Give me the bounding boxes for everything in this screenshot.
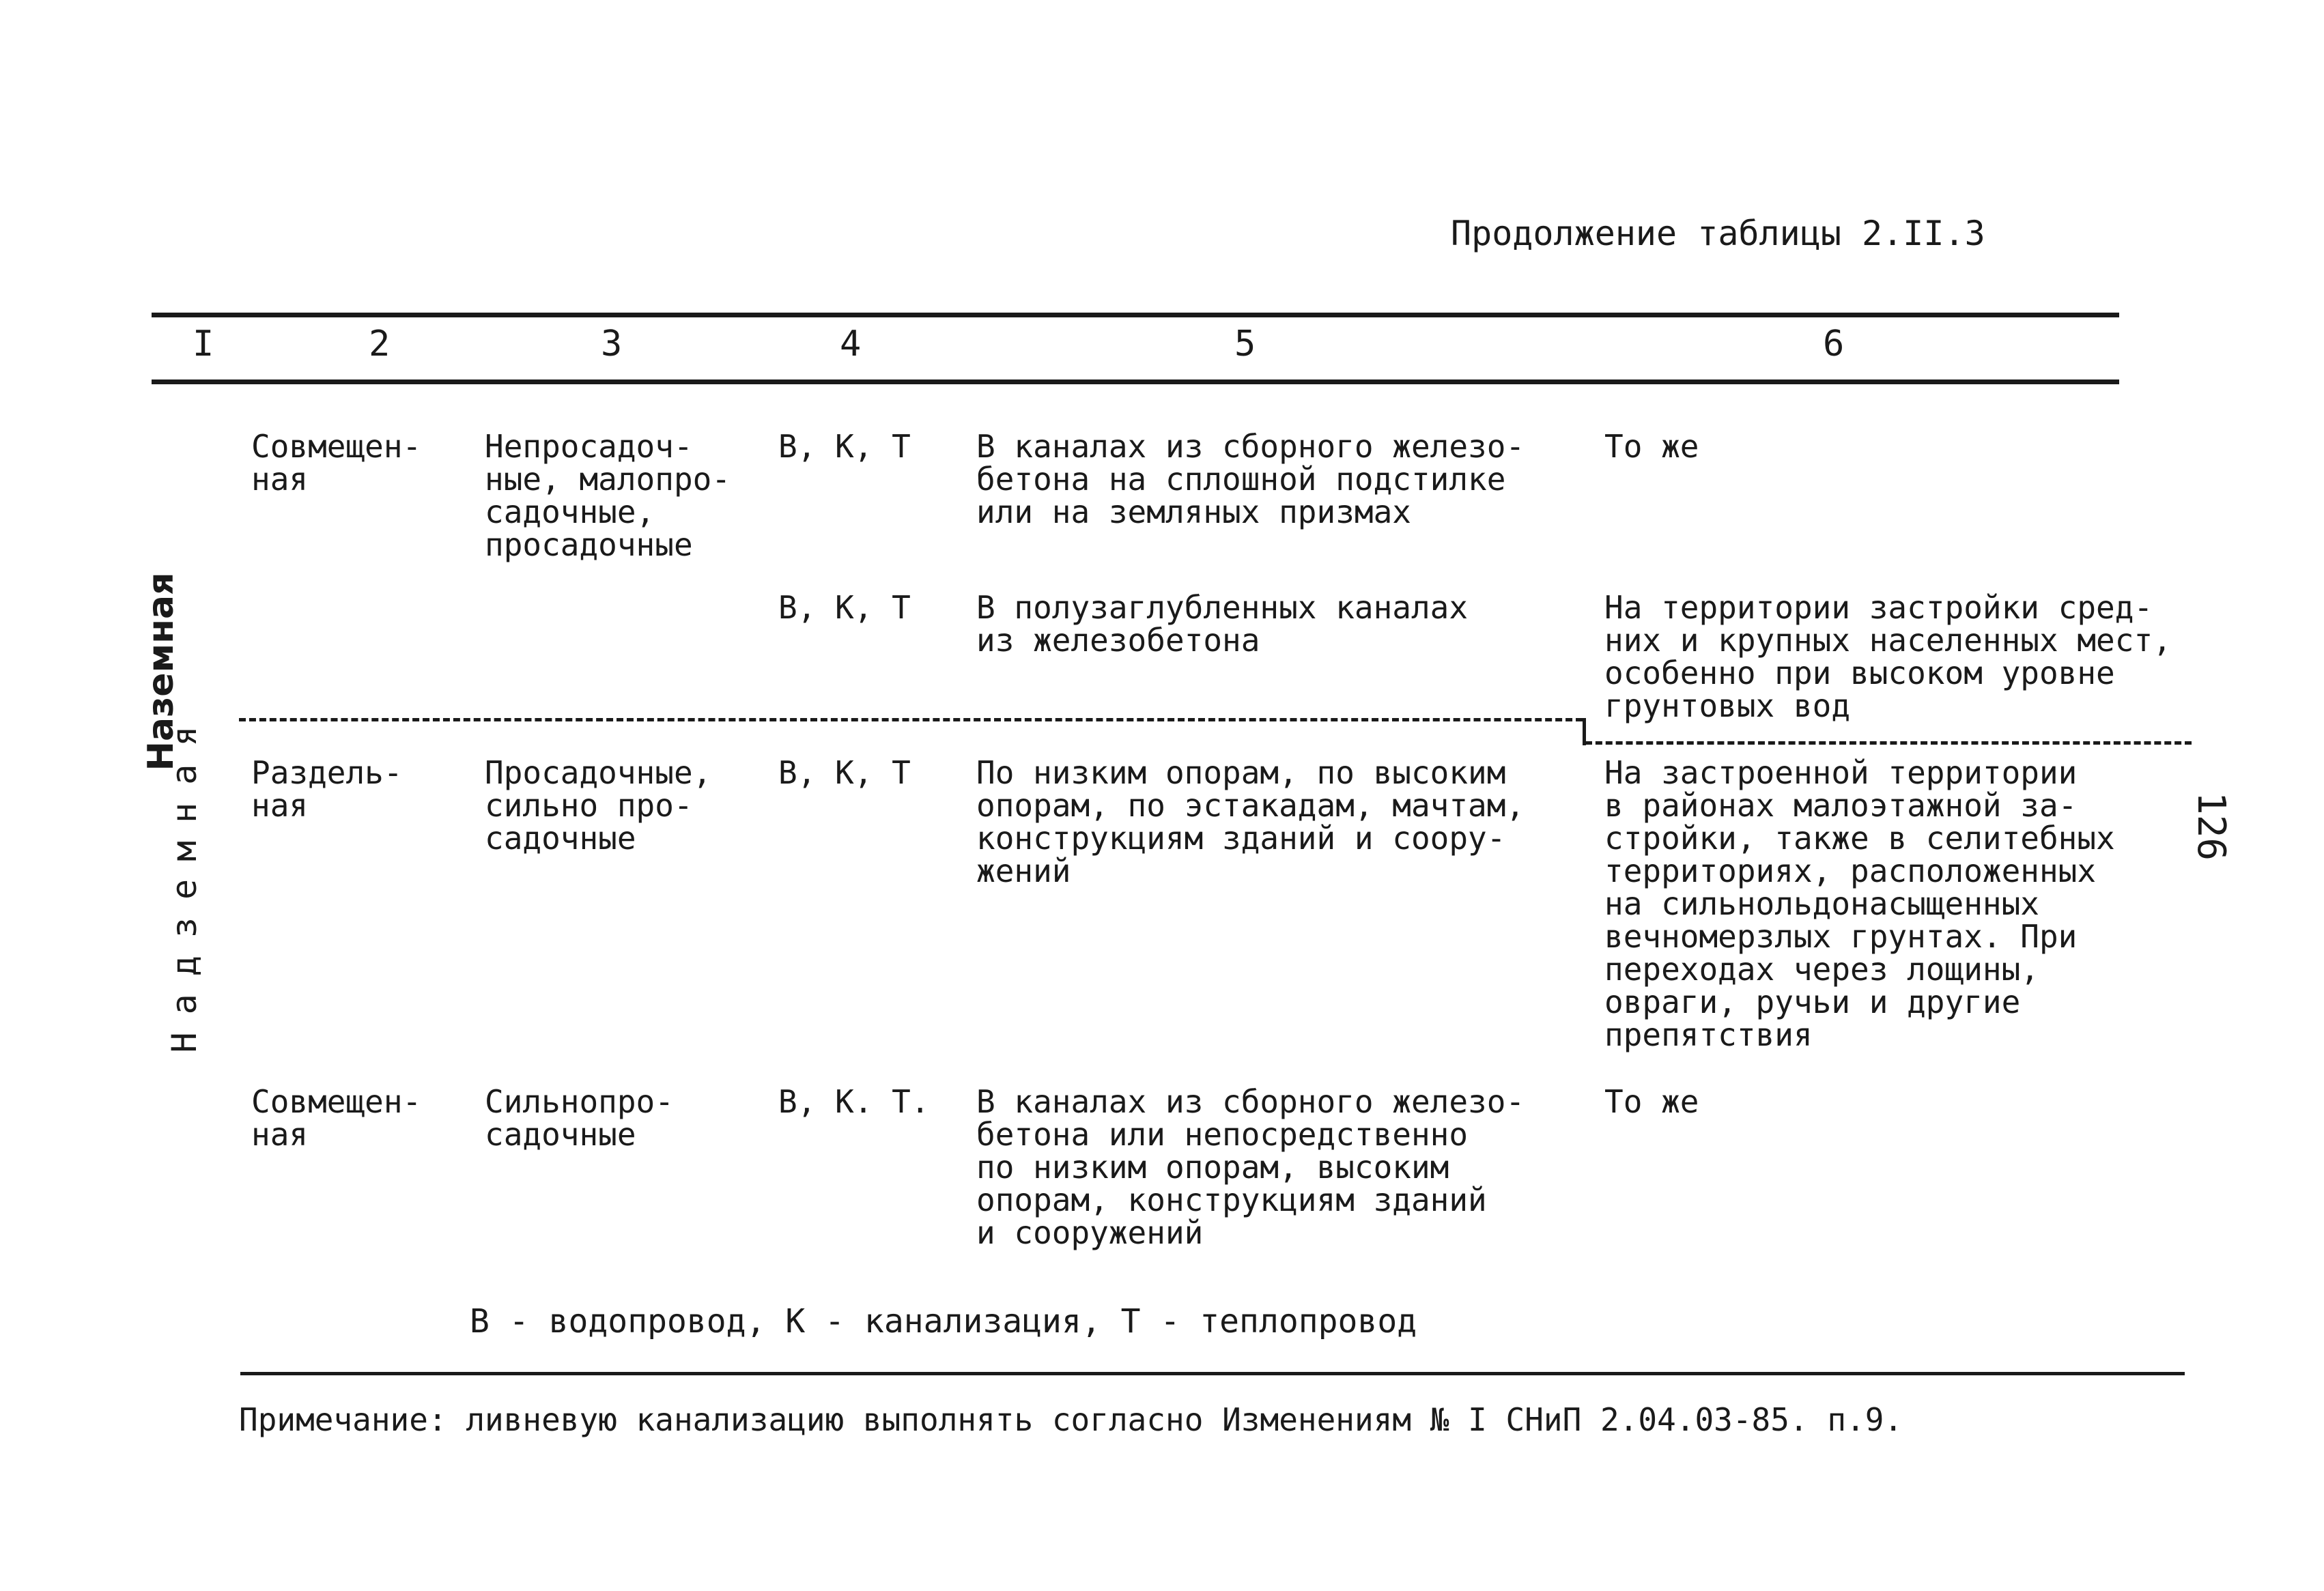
table-header-rule [152, 379, 2119, 384]
table-continuation-title: Продолжение таблицы 2.II.3 [1451, 214, 1985, 253]
group-separator-left [239, 718, 1583, 721]
row4-conditions: То же [1604, 1083, 1699, 1120]
row4-systems: В, К. Т. [778, 1083, 930, 1120]
column-header-3: 3 [601, 324, 623, 364]
row3-type: Раздель- ная [251, 754, 403, 824]
group-label-overground: Надземная [165, 708, 204, 1053]
column-header-5: 5 [1234, 324, 1256, 364]
column-header-4: 4 [840, 324, 862, 364]
row1-soils: Непросадоч- ные, малопро- садочные, просадочные [485, 428, 731, 563]
row3-soils: Просадочные, сильно про- садочные [485, 754, 712, 857]
table-top-rule [152, 313, 2119, 317]
row1-method: В каналах из сборного железо- бетона на сплошной подстилке или на земляных призмах [976, 428, 1525, 530]
footnote: Примечание: ливневую канализацию выполнять согласно Изменениям № I СНиП 2.04.03-85. п.9. [239, 1401, 1903, 1438]
row2-method: В полузаглубленных каналах из железобетона [976, 589, 1469, 659]
row1-systems: В, К, Т [778, 428, 911, 465]
row3-method: По низким опорам, по высоким опорам, по эстакадам, мачтам, конструкциям зданий и соору- жений [976, 754, 1525, 889]
row4-method: В каналах из сборного железо- бетона или непосредственно по низким опорам, высоким опорам, конструкциям зданий и сооружений [976, 1083, 1525, 1251]
abbreviation-legend: В - водопровод, К - канализация, Т - теплопровод [470, 1302, 1417, 1341]
page-number: 126 [2189, 792, 2233, 861]
row1-conditions: То же [1604, 428, 1699, 465]
row3-systems: В, К, Т [778, 754, 911, 791]
column-header-1: I [193, 324, 214, 364]
group-separator-right [1585, 741, 2192, 745]
row2-conditions: На территории застройки сред- них и крупных населенных мест, особенно при высоком уровне грунтовых вод [1604, 589, 2172, 724]
column-header-2: 2 [369, 324, 391, 364]
row3-conditions: На застроенной территории в районах малоэтажной за- стройки, также в селитебных территориях, расположенных на сильнольдонасыщенных вечномерзлых грунтах. При переходах через лощины, овраги, ручьи и другие препятствия [1604, 754, 2115, 1053]
row2-systems: В, К, Т [778, 589, 911, 626]
row4-type: Совмещен- ная [251, 1083, 422, 1153]
row4-soils: Сильнопро- садочные [485, 1083, 674, 1153]
note-rule [240, 1372, 2185, 1375]
column-header-6: 6 [1823, 324, 1845, 364]
group-label-surface: Наземная [141, 572, 182, 771]
row1-type: Совмещен- ная [251, 428, 422, 498]
